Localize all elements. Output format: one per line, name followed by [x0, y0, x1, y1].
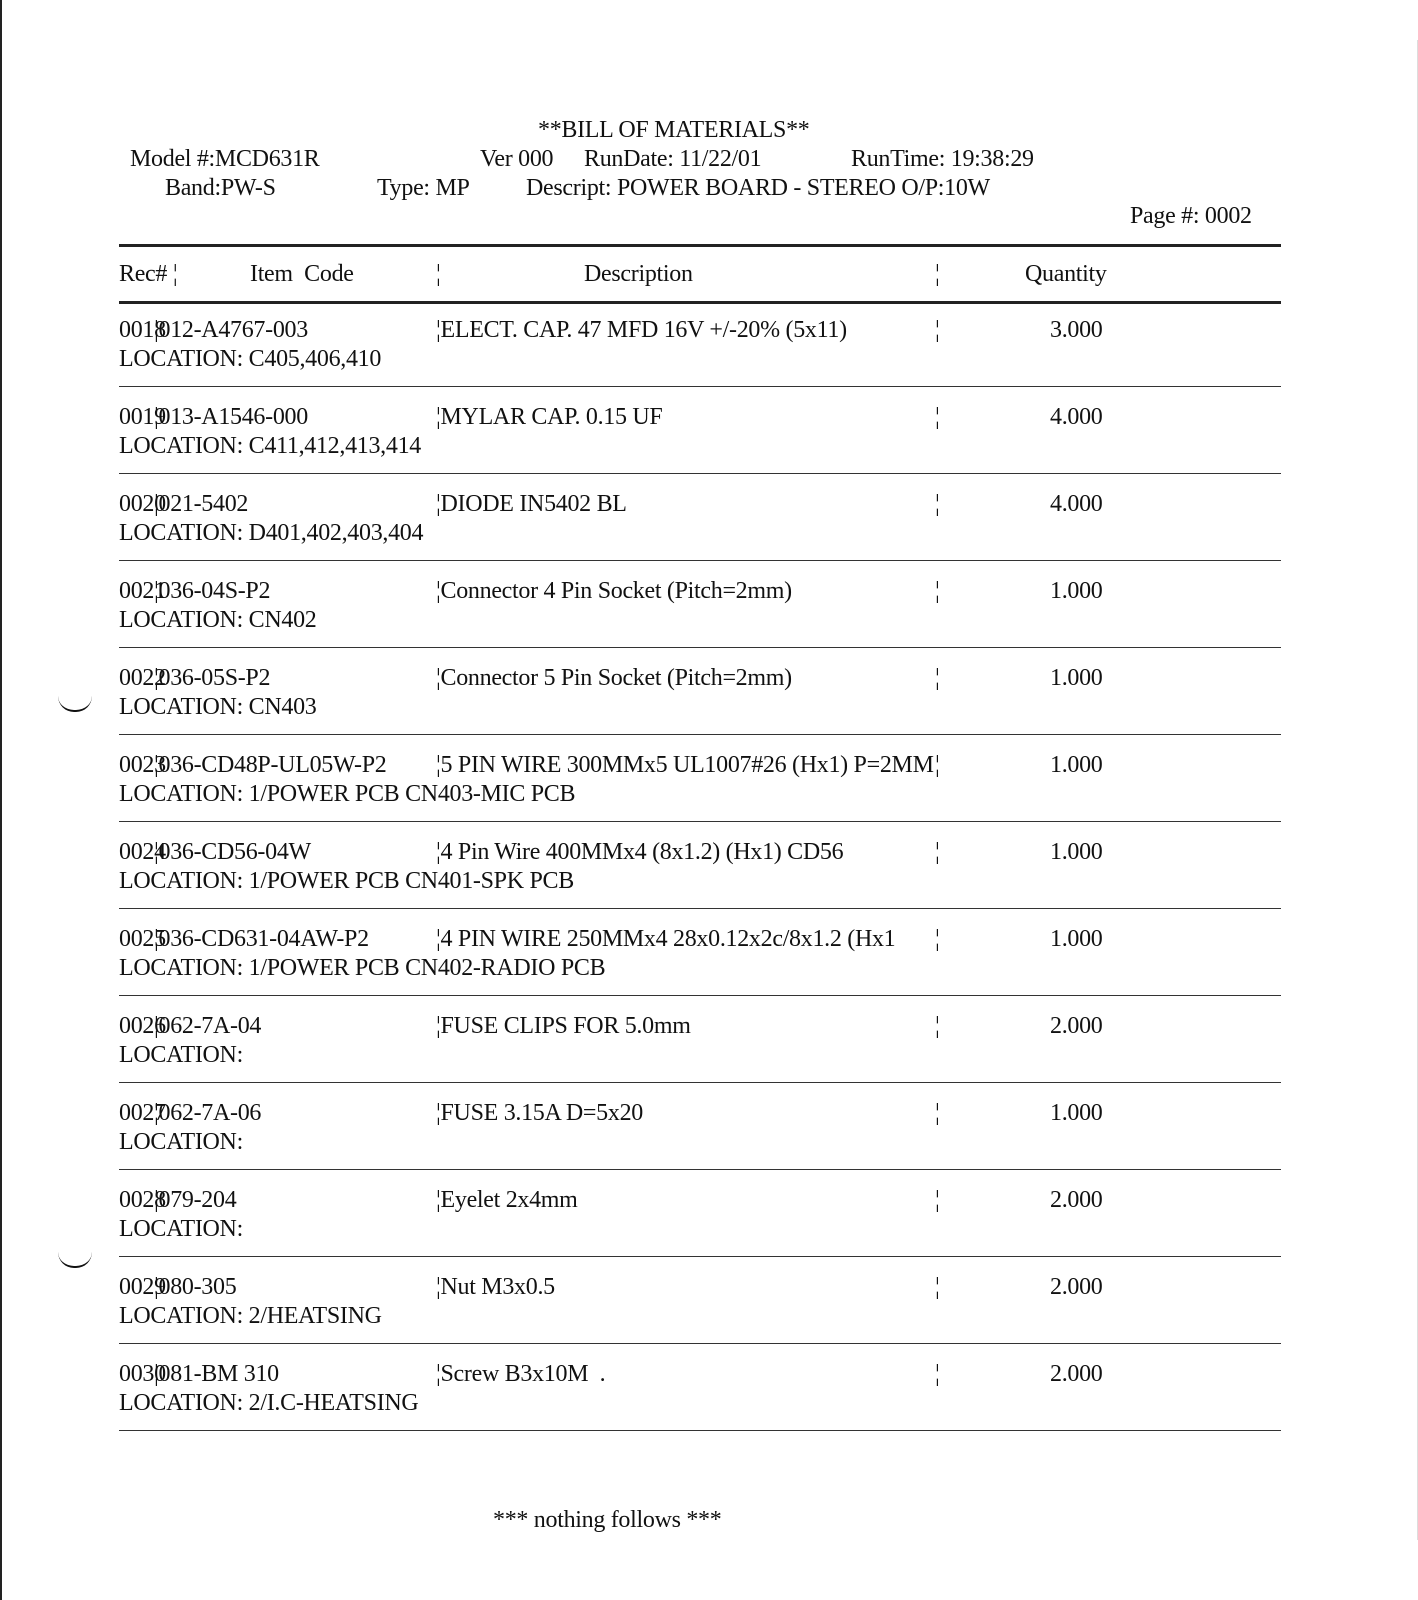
- item-quantity: 2.000: [1050, 1274, 1103, 1300]
- rec-number: 0027: [119, 1100, 166, 1126]
- footer-note: *** nothing follows ***: [493, 1507, 722, 1533]
- item-location: LOCATION: 1/POWER PCB CN403-MIC PCB: [119, 781, 576, 807]
- item-quantity: 4.000: [1050, 491, 1103, 517]
- item-code: ¦081-BM 310: [154, 1361, 279, 1387]
- item-location: LOCATION: 1/POWER PCB CN401-SPK PCB: [119, 868, 574, 894]
- item-code: ¦062-7A-06: [154, 1100, 262, 1126]
- col-separator: ¦: [935, 261, 940, 287]
- item-description: ¦FUSE 3.15A D=5x20: [436, 1100, 643, 1126]
- item-quantity: 4.000: [1050, 404, 1103, 430]
- item-code: ¦036-CD56-04W: [154, 839, 311, 865]
- col-separator: ¦: [935, 752, 940, 778]
- item-description: ¦FUSE CLIPS FOR 5.0mm: [436, 1013, 691, 1039]
- col-separator: ¦: [935, 578, 940, 604]
- scan-edge: [0, 0, 2, 1600]
- item-location: LOCATION: D401,402,403,404: [119, 520, 424, 546]
- col-rec: Rec# ¦: [119, 261, 178, 287]
- item-code: ¦012-A4767-003: [154, 317, 308, 343]
- item-description: ¦Nut M3x0.5: [436, 1274, 555, 1300]
- rec-number: 0028: [119, 1187, 166, 1213]
- col-separator: ¦: [935, 491, 940, 517]
- item-code: ¦036-CD631-04AW-P2: [154, 926, 369, 952]
- rec-number: 0029: [119, 1274, 166, 1300]
- item-quantity: 2.000: [1050, 1013, 1103, 1039]
- item-location: LOCATION: CN402: [119, 607, 317, 633]
- item-location: LOCATION:: [119, 1216, 243, 1242]
- item-location: LOCATION: 1/POWER PCB CN402-RADIO PCB: [119, 955, 606, 981]
- row-divider: [119, 1169, 1281, 1170]
- item-code: ¦036-CD48P-UL05W-P2: [154, 752, 387, 778]
- col-separator: ¦: [935, 1187, 940, 1213]
- type: Type: MP: [377, 175, 470, 201]
- run-time: RunTime: 19:38:29: [851, 146, 1034, 172]
- description-header: Descript: POWER BOARD - STEREO O/P:10W: [526, 175, 990, 201]
- item-location: LOCATION: CN403: [119, 694, 317, 720]
- run-date: RunDate: 11/22/01: [584, 146, 762, 172]
- col-item-code: Item Code: [250, 261, 354, 287]
- rec-number: 0020: [119, 491, 166, 517]
- rec-number: 0030: [119, 1361, 166, 1387]
- item-location: LOCATION: C411,412,413,414: [119, 433, 421, 459]
- header-rule-bottom: [119, 301, 1281, 304]
- item-description: ¦Eyelet 2x4mm: [436, 1187, 578, 1213]
- row-divider: [119, 1082, 1281, 1083]
- band: Band:PW-S: [165, 175, 276, 201]
- item-code: ¦021-5402: [154, 491, 249, 517]
- item-quantity: 1.000: [1050, 665, 1103, 691]
- item-quantity: 1.000: [1050, 752, 1103, 778]
- item-location: LOCATION: 2/HEATSING: [119, 1303, 382, 1329]
- col-separator: ¦: [935, 1361, 940, 1387]
- item-description: ¦ELECT. CAP. 47 MFD 16V +/-20% (5x11): [436, 317, 847, 343]
- row-divider: [119, 1430, 1281, 1431]
- item-description: ¦Connector 4 Pin Socket (Pitch=2mm): [436, 578, 792, 604]
- item-quantity: 3.000: [1050, 317, 1103, 343]
- item-description: ¦4 PIN WIRE 250MMx4 28x0.12x2c/8x1.2 (Hx1: [436, 926, 896, 952]
- col-separator: ¦: [935, 926, 940, 952]
- row-divider: [119, 386, 1281, 387]
- row-divider: [119, 821, 1281, 822]
- report-title: **BILL OF MATERIALS**: [538, 117, 810, 143]
- model-number: Model #:MCD631R: [130, 146, 320, 172]
- col-separator: ¦: [935, 839, 940, 865]
- item-location: LOCATION: C405,406,410: [119, 346, 382, 372]
- rec-number: 0026: [119, 1013, 166, 1039]
- col-quantity: Quantity: [1025, 261, 1107, 287]
- row-divider: [119, 908, 1281, 909]
- row-divider: [119, 734, 1281, 735]
- item-location: LOCATION: 2/I.C-HEATSING: [119, 1390, 419, 1416]
- item-location: LOCATION:: [119, 1129, 243, 1155]
- item-quantity: 1.000: [1050, 839, 1103, 865]
- rec-number: 0023: [119, 752, 166, 778]
- item-description: ¦5 PIN WIRE 300MMx5 UL1007#26 (Hx1) P=2MM: [436, 752, 934, 778]
- col-separator: ¦: [935, 317, 940, 343]
- rec-number: 0022: [119, 665, 166, 691]
- col-separator: ¦: [935, 1100, 940, 1126]
- header-rule-top: [119, 244, 1281, 247]
- rec-number: 0018: [119, 317, 166, 343]
- col-description: Description: [584, 261, 693, 287]
- row-divider: [119, 647, 1281, 648]
- item-quantity: 1.000: [1050, 1100, 1103, 1126]
- margin-mark: [58, 1252, 92, 1268]
- item-quantity: 1.000: [1050, 578, 1103, 604]
- item-quantity: 1.000: [1050, 926, 1103, 952]
- col-separator: ¦: [436, 261, 441, 287]
- item-quantity: 2.000: [1050, 1361, 1103, 1387]
- item-description: ¦MYLAR CAP. 0.15 UF: [436, 404, 663, 430]
- item-code: ¦036-05S-P2: [154, 665, 271, 691]
- item-description: ¦Connector 5 Pin Socket (Pitch=2mm): [436, 665, 792, 691]
- row-divider: [119, 1256, 1281, 1257]
- rec-number: 0025: [119, 926, 166, 952]
- version: Ver 000: [480, 146, 554, 172]
- rec-number: 0021: [119, 578, 166, 604]
- margin-mark: [58, 696, 92, 712]
- row-divider: [119, 1343, 1281, 1344]
- page-number: Page #: 0002: [1130, 203, 1252, 229]
- col-separator: ¦: [935, 1274, 940, 1300]
- item-code: ¦080-305: [154, 1274, 237, 1300]
- row-divider: [119, 995, 1281, 996]
- item-code: ¦036-04S-P2: [154, 578, 271, 604]
- item-code: ¦013-A1546-000: [154, 404, 308, 430]
- item-description: ¦DIODE IN5402 BL: [436, 491, 627, 517]
- col-separator: ¦: [935, 665, 940, 691]
- col-separator: ¦: [935, 1013, 940, 1039]
- item-description: ¦Screw B3x10M .: [436, 1361, 606, 1387]
- rec-number: 0024: [119, 839, 166, 865]
- item-quantity: 2.000: [1050, 1187, 1103, 1213]
- item-code: ¦062-7A-04: [154, 1013, 262, 1039]
- rec-number: 0019: [119, 404, 166, 430]
- item-code: ¦079-204: [154, 1187, 237, 1213]
- item-location: LOCATION:: [119, 1042, 243, 1068]
- col-separator: ¦: [935, 404, 940, 430]
- row-divider: [119, 560, 1281, 561]
- row-divider: [119, 473, 1281, 474]
- item-description: ¦4 Pin Wire 400MMx4 (8x1.2) (Hx1) CD56: [436, 839, 844, 865]
